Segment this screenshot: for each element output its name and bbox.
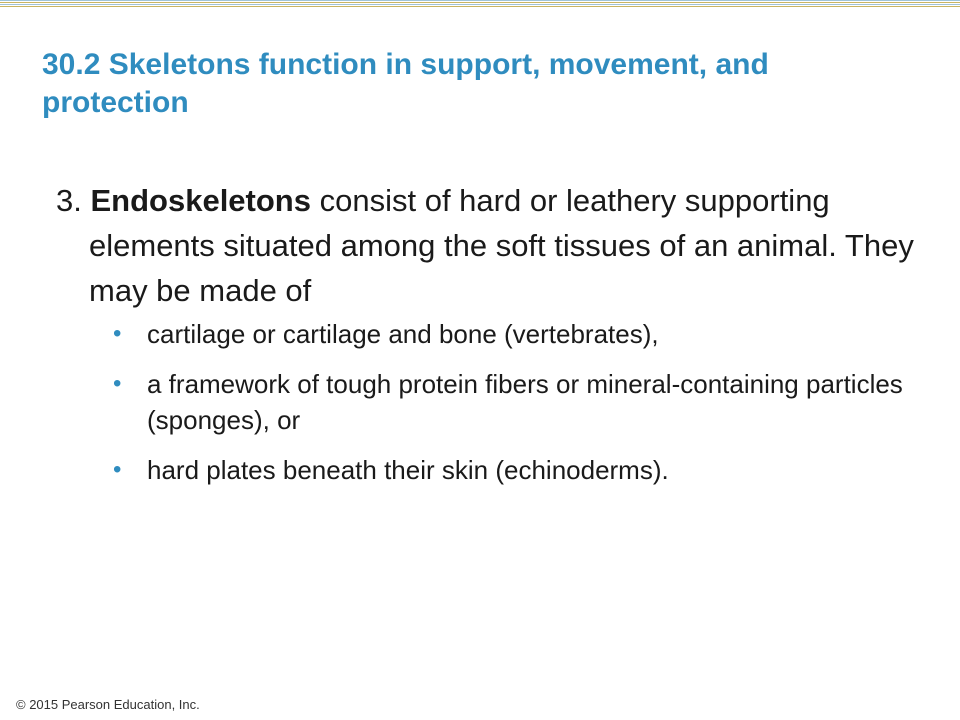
bullet-text: a framework of tough protein fibers or mineral-containing particles (sponges), or	[147, 369, 903, 435]
bullet-item	[108, 316, 908, 352]
bullet-list	[108, 316, 908, 502]
slide-title: 30.2 Skeletons function in support, movement, and protection	[42, 48, 769, 119]
bullet-dot-icon: •	[113, 320, 122, 347]
main-point-number: 3.	[56, 183, 82, 218]
bullet-item	[108, 366, 908, 438]
bullet-dot-icon: •	[113, 456, 122, 483]
bullet-text: hard plates beneath their skin (echinoderms).	[147, 455, 669, 485]
bullet-dot-icon: •	[113, 370, 122, 397]
bullet-text: cartilage or cartilage and bone (vertebrates),	[147, 319, 659, 349]
top-decorative-stripe	[0, 0, 960, 8]
main-point-text: consist of hard or leathery supporting elements situated among the soft tissues of an animal. They may be made of	[89, 183, 914, 308]
bullet-item	[108, 452, 908, 488]
main-point-paragraph	[56, 178, 939, 313]
copyright-notice: © 2015 Pearson Education, Inc.	[16, 697, 200, 712]
main-point-term: Endoskeletons	[90, 183, 311, 218]
